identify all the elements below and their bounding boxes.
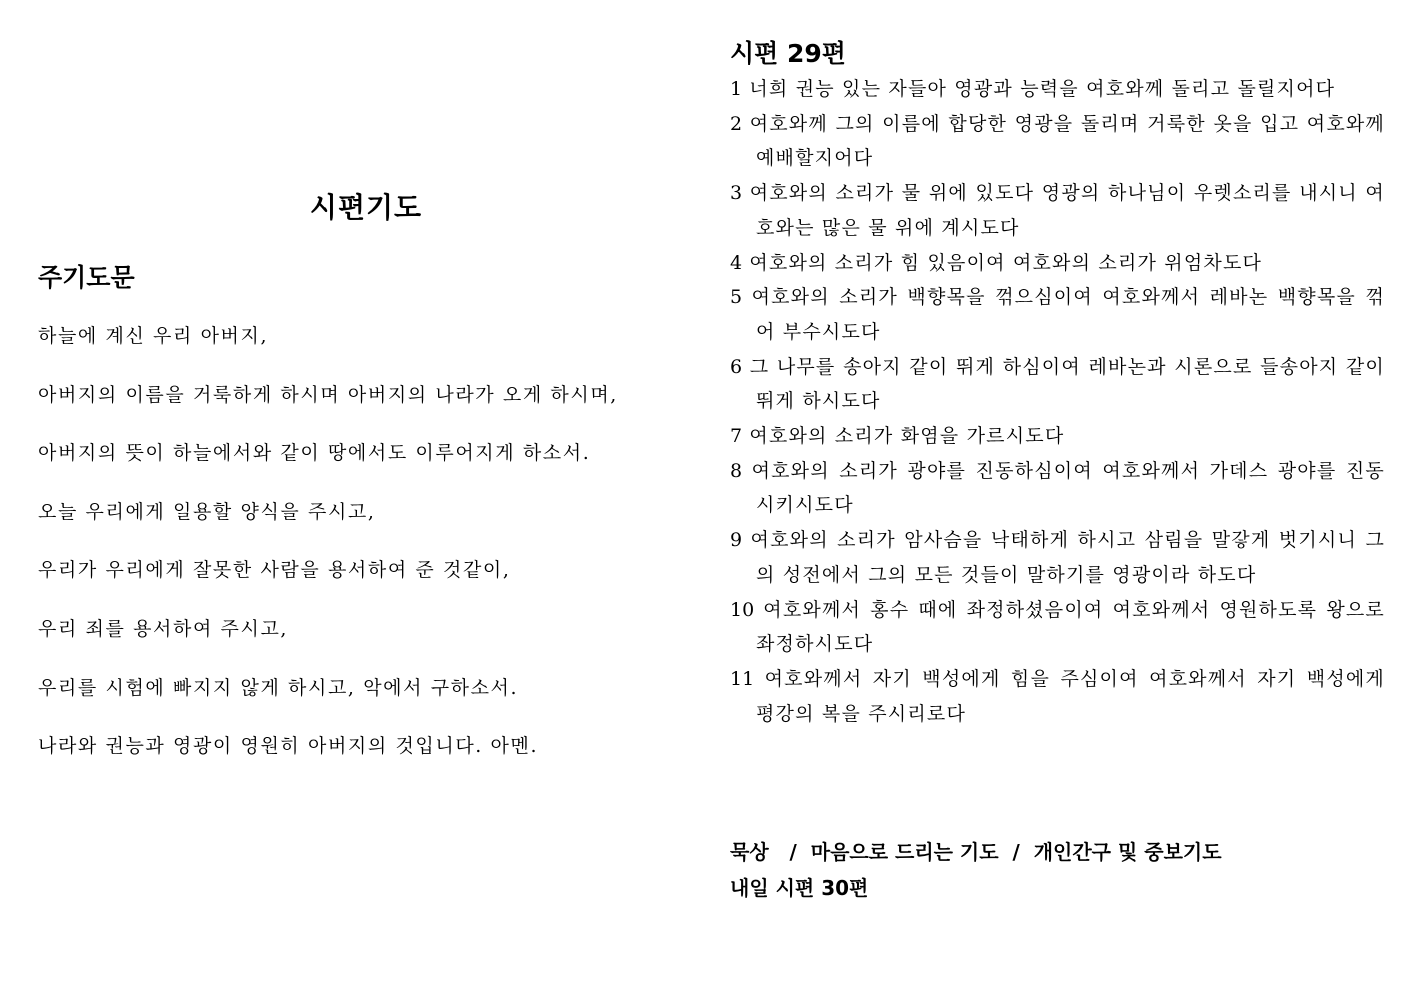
verse-number: 10 — [730, 598, 755, 621]
verse — [730, 107, 1385, 176]
verse-text: 여호와의 소리가 화염을 가르시도다 — [749, 425, 1065, 448]
verse — [730, 662, 1385, 731]
verse-number: 6 — [730, 355, 743, 378]
prayer-line: 아버지의 이름을 거룩하게 하시며 아버지의 나라가 오게 하시며, — [38, 383, 618, 406]
verse-number: 4 — [730, 251, 743, 274]
verse — [730, 419, 1385, 454]
verse-number: 1 — [730, 78, 743, 100]
verse-text: 여호와의 소리가 광야를 진동하심이여 여호와께서 가데스 광야를 진동시키시도다 — [751, 459, 1385, 517]
verse-text: 여호와의 소리가 물 위에 있도다 영광의 하나님이 우렛소리를 내시니 여호와는 많은 물 위에 계시도다 — [749, 182, 1385, 239]
verse-text: 그 나무를 송아지 같이 뛰게 하심이여 레바논과 시론으로 들송아지 같이 뛰게 하시도다 — [749, 355, 1385, 413]
prayer-line: 우리 죄를 용서하여 주시고, — [38, 617, 289, 640]
verse-text: 여호와께서 자기 백성에게 힘을 주심이여 여호와께서 자기 백성에게 평강의 복을 주시리로다 — [756, 667, 1385, 725]
verse-text: 여호와의 소리가 암사슴을 낙태하게 하시고 삼림을 말갛게 벗기시니 그의 성전에서 그의 모든 것들이 말하기를 영광이라 하도다 — [750, 529, 1386, 586]
verse — [730, 593, 1385, 662]
right-page — [730, 0, 1385, 992]
verse — [730, 280, 1385, 349]
psalm-verses — [730, 72, 1385, 731]
verse — [730, 72, 1385, 107]
verse-text: 너희 권능 있는 자들아 영광과 능력을 여호와께 돌리고 돌릴지어다 — [749, 78, 1336, 100]
verse-text: 여호와께 그의 이름에 합당한 영광을 돌리며 거룩한 옷을 입고 여호와께 예배할지어다 — [749, 112, 1385, 170]
verse-number: 2 — [730, 112, 743, 135]
next-psalm-note: 내일 시편 30편 — [730, 876, 869, 900]
verse-number: 5 — [730, 286, 743, 309]
prayer-line: 우리를 시험에 빠지지 않게 하시고, 악에서 구하소서. — [38, 676, 519, 699]
lords-prayer — [38, 323, 618, 792]
verse — [730, 350, 1385, 419]
prayer-line: 우리가 우리에게 잘못한 사람을 용서하여 준 것같이, — [38, 559, 511, 582]
prayer-line: 오늘 우리에게 일용할 양식을 주시고, — [38, 500, 376, 523]
verse-text: 여호와께서 홍수 때에 좌정하셨음이여 여호와께서 영원하도록 왕으로 좌정하시도다 — [756, 598, 1385, 656]
psalm-title: 시편 29편 — [730, 39, 846, 68]
verse-number: 9 — [730, 529, 743, 552]
verse-number: 3 — [730, 182, 743, 205]
verse-text: 여호와의 소리가 힘 있음이여 여호와의 소리가 위엄차도다 — [749, 251, 1263, 274]
verse — [730, 454, 1385, 523]
verse-number: 11 — [730, 667, 755, 690]
verse-number: 8 — [730, 459, 743, 482]
closing-order: 묵상 / 마음으로 드리는 기도 / 개인간구 및 중보기도 — [730, 840, 1222, 864]
verse-text: 여호와의 소리가 백향목을 꺾으심이여 여호와께서 레바논 백향목을 꺾어 부수시도다 — [751, 286, 1385, 343]
verse — [730, 523, 1385, 592]
verse — [730, 246, 1385, 281]
prayer-line: 하늘에 계신 우리 아버지, — [38, 325, 269, 347]
page-title: 시편기도 — [309, 191, 423, 224]
left-page — [38, 0, 698, 992]
prayer-line: 아버지의 뜻이 하늘에서와 같이 땅에서도 이루어지게 하소서. — [38, 442, 591, 465]
verse-number: 7 — [730, 425, 743, 448]
prayer-line: 나라와 권능과 영광이 영원히 아버지의 것입니다. 아멘. — [38, 735, 539, 758]
section-title: 주기도문 — [38, 263, 135, 292]
verse — [730, 176, 1385, 245]
